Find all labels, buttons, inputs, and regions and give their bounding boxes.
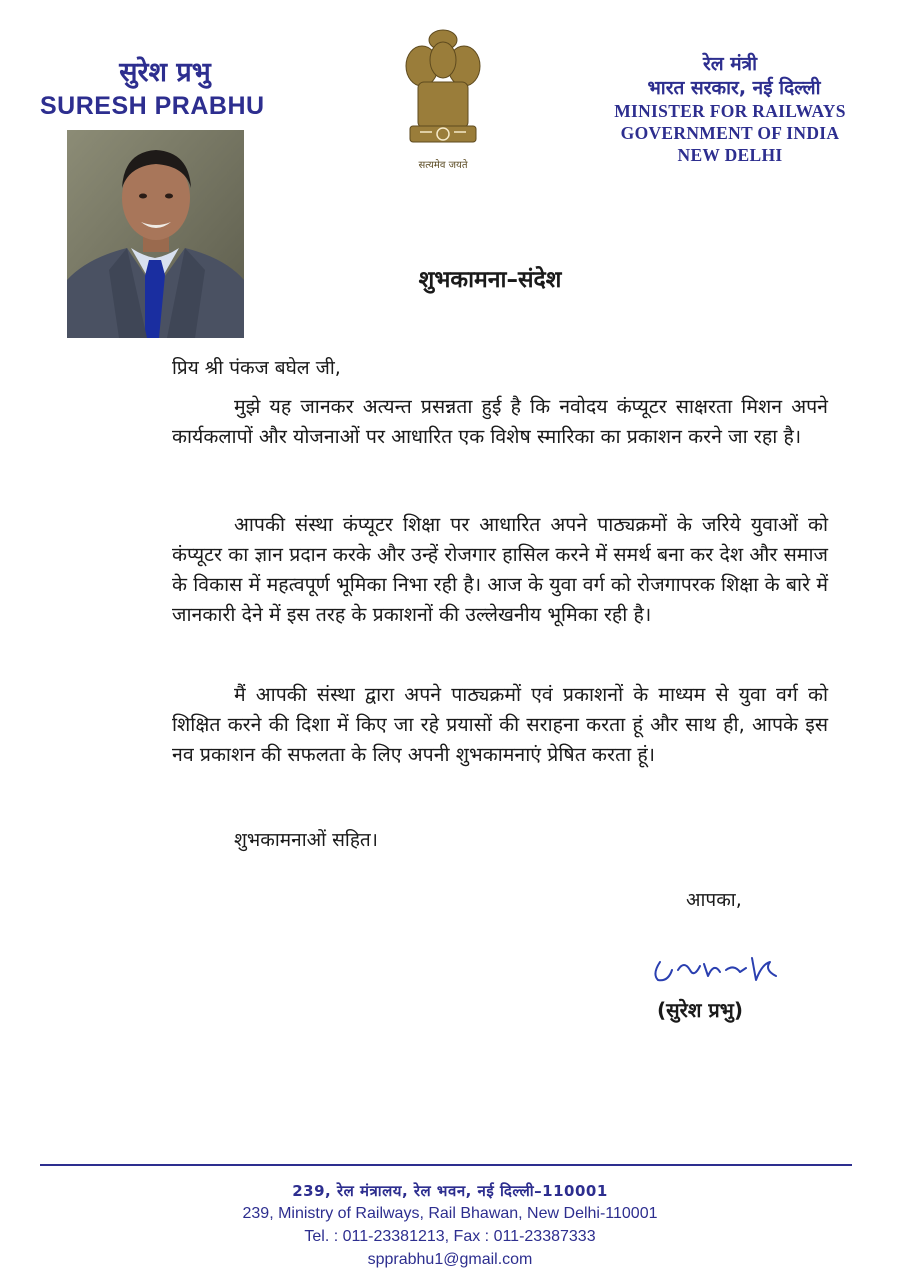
footer-address-hindi: 239, रेल मंत्रालय, रेल भवन, नई दिल्ली–110001 — [292, 1182, 608, 1200]
office-title-english: MINISTER FOR RAILWAYS — [614, 101, 846, 121]
office-location-hindi: भारत सरकार, नई दिल्ली — [647, 77, 821, 99]
footer-phone-fax: Tel. : 011-23381213, Fax : 011-23387333 — [304, 1228, 596, 1245]
office-title-hindi: रेल मंत्री — [702, 53, 758, 75]
footer-address-english: 239, Ministry of Railways, Rail Bhawan, New Delhi-110001 — [242, 1205, 658, 1222]
office-government-english: GOVERNMENT OF INDIA — [620, 123, 840, 143]
sender-portrait-photo — [67, 130, 244, 338]
emblem-motto: सत्यमेव जयते — [418, 160, 468, 171]
office-header — [600, 52, 860, 166]
letter-paragraph-1: मुझे यह जानकर अत्यन्त प्रसन्नता हुई है कि नवोदय कंप्यूटर साक्षरता मिशन अपने कार्यकलापों और योजनाओं पर आधारित एक विशेष स्मारिका का प्रकाशन करने जा रहा है। — [172, 395, 828, 448]
footer-divider — [40, 1164, 852, 1166]
sender-name-english: SURESH PRABHU — [40, 92, 265, 120]
closing-line: शुभकामनाओं सहित। — [234, 829, 378, 851]
state-emblem — [392, 26, 494, 176]
letter-paragraph-2: आपकी संस्था कंप्यूटर शिक्षा पर आधारित अपने पाठ्यक्रमों के जरिये युवाओं को कंप्यूटर का ज्ञान प्रदान करके और उन्हें रोजगार हासिल करने में समर्थ बना कर देश और समाज के विकास में महत्वपूर्ण भूमिका निभा रही है। आज के युवा वर्ग को रोजगापरक शिक्षा के बारे में जानकारी देने में इस तरह के प्रकाशनों की उल्लेखनीय भूमिका रही है। — [172, 513, 828, 626]
salutation: प्रिय श्री पंकज बघेल जी, — [172, 357, 341, 379]
footer-contact — [150, 1180, 750, 1271]
footer-email: spprabhu1@gmail.com — [367, 1251, 533, 1268]
signer-name: (सुरेश प्रभु) — [657, 998, 743, 1022]
letter-paragraph-3: मैं आपकी संस्था द्वारा अपने पाठ्यक्रमों एवं प्रकाशनों के माध्यम से युवा वर्ग को शिक्षित करने की दिशा में किए जा रहे प्रयासों की सराहना करता हूं और साथ ही, आपके इस नव प्रकाशन की सफलता के लिए अपनी शुभकामनाएं प्रेषित करता हूं। — [172, 683, 828, 766]
sender-name-hindi: सुरेश प्रभु — [119, 57, 211, 88]
valediction: आपका, — [686, 889, 742, 911]
handwritten-signature — [648, 940, 788, 990]
office-city-english: NEW DELHI — [677, 145, 783, 165]
letter-title: शुभकामना–संदेश — [418, 267, 562, 293]
